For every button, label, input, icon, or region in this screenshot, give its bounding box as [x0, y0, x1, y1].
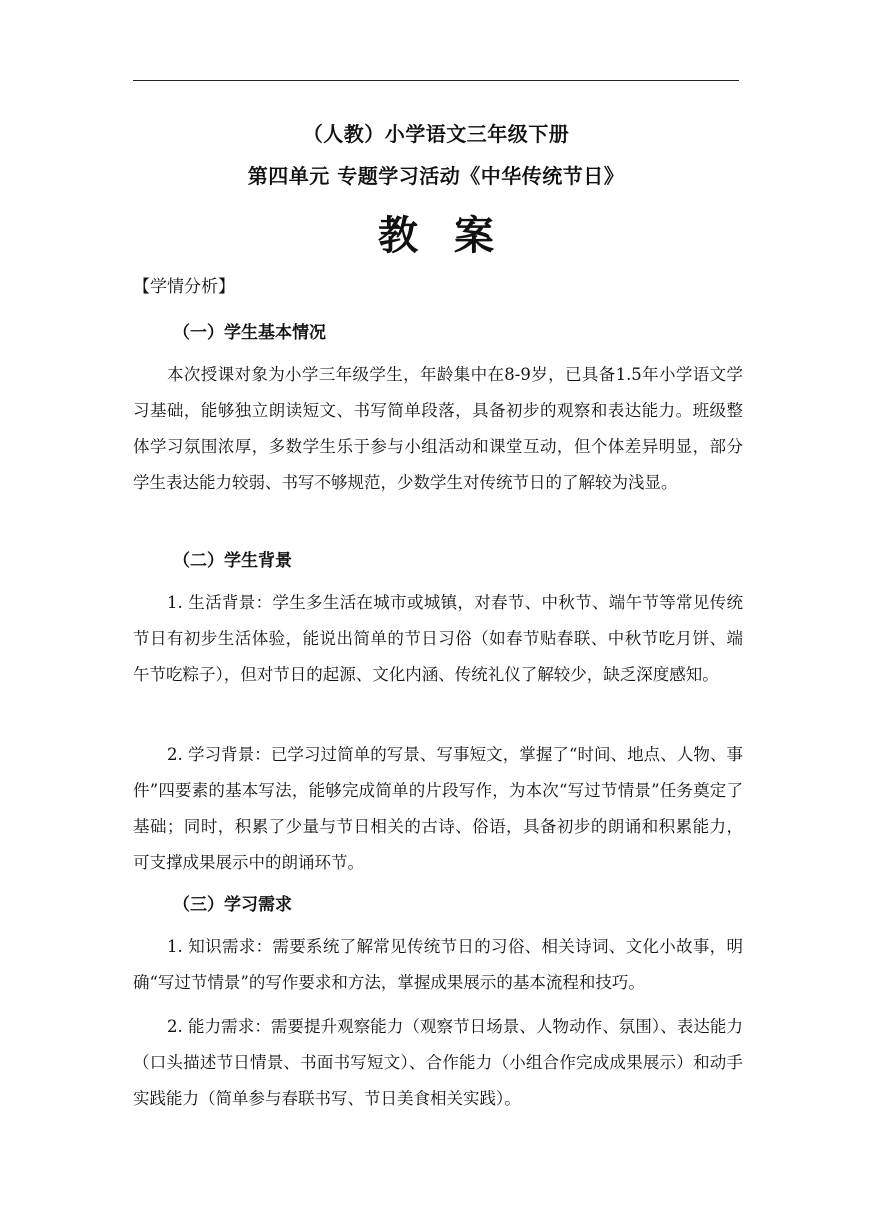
- paragraph-basic-info: 本次授课对象为小学三年级学生，年龄集中在8-9岁，已具备1.5年小学语文学习基础，能够独立朗读短文、书写简单段落，具备初步的观察和表达能力。班级整体学习氛围浓厚，多数学生乐于参与小组活动和课堂互动，但个体差异明显，部分学生表达能力较弱、书写不够规范，少数学生对传统节日的了解较为浅显。: [133, 365, 743, 492]
- header-rule: [133, 80, 739, 81]
- document-subtitle-grade: （人教）小学语文三年级下册: [302, 122, 570, 146]
- heading-learning-needs: （三）学习需求: [173, 895, 292, 915]
- document-title: 教案: [378, 213, 530, 259]
- document-subtitle-unit: 第四单元 专题学习活动《中华传统节日》: [247, 164, 625, 188]
- paragraph-study-background: 2. 学习背景：已学习过简单的写景、写事短文，掌握了“时间、地点、人物、事件”四要素的基本写法，能够完成简单的片段写作，为本次“写过节情景”任务奠定了基础；同时，积累了少量与节日相关的古诗、俗语，具备初步的朗诵和积累能力，可支撑成果展示中的朗诵环节。: [133, 745, 743, 872]
- heading-basic-info: （一）学生基本情况: [173, 323, 326, 343]
- heading-background: （二）学生背景: [173, 551, 292, 571]
- paragraph-knowledge-need: 1. 知识需求：需要系统了解常见传统节日的习俗、相关诗词、文化小故事，明确“写过节情景”的写作要求和方法，掌握成果展示的基本流程和技巧。: [133, 937, 743, 992]
- section-label-learner-analysis: 【学情分析】: [133, 277, 235, 297]
- paragraph-ability-need: 2. 能力需求：需要提升观察能力（观察节日场景、人物动作、氛围）、表达能力（口头描述节日情景、书面书写短文）、合作能力（小组合作完成成果展示）和动手实践能力（简单参与春联书写、节日美食相关实践）。: [133, 1017, 743, 1108]
- paragraph-life-background: 1. 生活背景：学生多生活在城市或城镇，对春节、中秋节、端午节等常见传统节日有初步生活体验，能说出简单的节日习俗（如春节贴春联、中秋节吃月饼、端午节吃粽子），但对节日的起源、文化内涵、传统礼仪了解较少，缺乏深度感知。: [133, 593, 743, 684]
